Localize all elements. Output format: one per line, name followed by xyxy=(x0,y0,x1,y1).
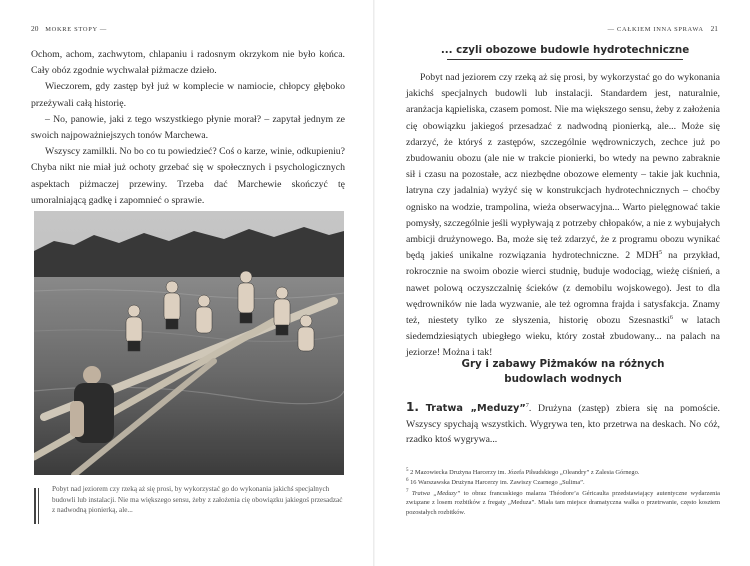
paragraph xyxy=(406,70,720,362)
footnote-mark: 6 xyxy=(406,478,409,484)
footnote-ref: 6 xyxy=(669,313,673,321)
footnote-text: 16 Warszawska Drużyna Harcerzy im. Zawiszy Czarnego „Sulima”. xyxy=(410,479,585,487)
paragraph: Ochom, achom, zachwytom, chlapaniu i radosnym okrzykom nie było końca. Cały obóz zgodnie wychwalał piżmacze dzieło. xyxy=(31,49,345,77)
paragraph: Wieczorem, gdy zastęp był już w komplecie w namiocie, chłopcy głęboko przeżywali całą historię. xyxy=(31,81,345,109)
paragraph: Wszyscy zamilkli. No bo co tu powiedzieć? Coś o karze, winie, odkupieniu? Chyba nikt nie miał już ochoty grzebać się w społecznych i psychologicznych aspektach piżmaczej przewiny. Trzeba dać Marchewie skończyć tę umoralniającą gadkę i zapomnieć o sprawie. xyxy=(31,146,345,206)
caption-text: Pobyt nad jeziorem czy rzeką aż się prosi, by wykorzystać go do wykonania jakichś specjalnych budowli lub instalacji. Nie ma większego sensu, żeby z założenia cię obowiązku jakiegoś przesadzać z nadwodną pionierką, ale... xyxy=(52,485,343,515)
footnote xyxy=(406,478,720,488)
game-item xyxy=(406,400,720,448)
caption-bracket-icon xyxy=(34,488,40,524)
left-page-number: 20 xyxy=(31,24,39,33)
footnote xyxy=(406,468,720,478)
paragraph-part: w latach siedemdziesiątych ubiegłego wieku, który został zbudowany... na palach na jeziorze! Można i tak! xyxy=(406,315,720,359)
right-page-number: 21 xyxy=(710,24,718,33)
section-title xyxy=(435,44,695,60)
footnote-mark: 5 xyxy=(406,467,409,473)
footnote xyxy=(406,489,720,518)
item-number: 1. xyxy=(406,400,419,414)
left-running-head xyxy=(31,24,107,33)
section2-title: Gry i zabawy Piżmaków na różnych budowlach wodnych xyxy=(461,358,665,385)
photo-icon xyxy=(34,211,344,475)
footnote-ref: 5 xyxy=(658,248,663,256)
footnote-mark: 7 xyxy=(406,488,409,494)
section-title-text: ... czyli obozowe budowle hydrotechniczne xyxy=(440,44,690,56)
right-page xyxy=(375,0,750,566)
item-name: Tratwa „Meduzy” xyxy=(425,403,526,414)
footnotes xyxy=(406,468,720,518)
footnote-ref: 7 xyxy=(525,401,529,409)
left-body-text xyxy=(31,47,345,225)
left-running-title: MOKRE STOPY — xyxy=(45,26,107,33)
footnote-text: to obraz francuskiego malarza Théodore’a Géricaulta przedstawiający autentyczne wydarzenia związane z losem rozbitków z fregaty „Meduza”. Miała tam miejsce dramatyczna walka o przetrwanie, często kosztem pozostałych rozbitków. xyxy=(406,489,720,517)
paragraph: – No, panowie, jaki z tego wszystkiego płynie morał? – zapytał jednym ze swoich najpoważniejszych tonów Marchewa. xyxy=(31,113,345,142)
right-running-title: — CAŁKIEM INNA SPRAWA xyxy=(607,26,704,33)
paragraph-part: na przykład, rokrocznie na swoim obozie wierci studnię, buduje wodociąg, wieżę ciśnień, a nawet polową oczyszczalnię ścieków (z demobilu wojskowego). Jest to dla wędrowników nie lada wyzwanie, ale też ogromna frajda i satysfakcja. Znamy też, niestety tylko ze słyszenia, historię obozu Szesnastki xyxy=(406,250,720,327)
paragraph-part: Pobyt nad jeziorem czy rzeką aż się prosi, by wykorzystać go do wykonania jakichś specjalnych budowli lub instalacji. Standardem jest, naturalnie, aranżacja kąpieliska, czasem pomost. Nie ma większego sensu, żeby z założenia cię obowiązku jakiegoś przesadzać z nadwodną pionierką, ale... Może się zdarzyć, że któryś z zastępów, szczególnie wędrowniczych, zechce już po zbudowaniu obozu (ale nie w trakcie pionierki, bo wtedy na pewno zabraknie sił i czasu na pozostałe, acz niezbędne obozowe elementy – takie jak kuchnia, latryna czy jadalnia) wyżyć się w konstrukcjach hydrotechnicznych – choćby ognisko na wodzie, trampolina, wieża obserwacyjna... Warto pielęgnować takie pomysły, szczególnie jeśli wypływają z potrzeby chłopaków, a nie z wybujałych ambicji drużynowego. Ba, może się też zdarzyć, że z programu obozu wynikać będą jakieś unikalne rozwiązania hydrotechniczne. 2 MDH xyxy=(406,72,720,262)
right-body-text xyxy=(406,70,720,362)
photo-scouts-building-in-lake xyxy=(34,211,344,475)
right-running-head xyxy=(608,24,718,33)
footnote-text: 2 Mazowiecka Drużyna Harcerzy im. Józefa Piłsudskiego „Oleandry” z Zalesia Górnego. xyxy=(410,469,640,476)
section-title-underline xyxy=(447,59,683,60)
item-text: . Drużyna (zastęp) zbiera się na pomoście. Wszyscy spychają wszystkich. Wygrywa ten, kto przetrwa na deskach. No cóż, rzadko ktoś wygrywa... xyxy=(406,403,720,445)
footnote-emphasis: Tratwa „Meduzy” xyxy=(411,489,461,497)
